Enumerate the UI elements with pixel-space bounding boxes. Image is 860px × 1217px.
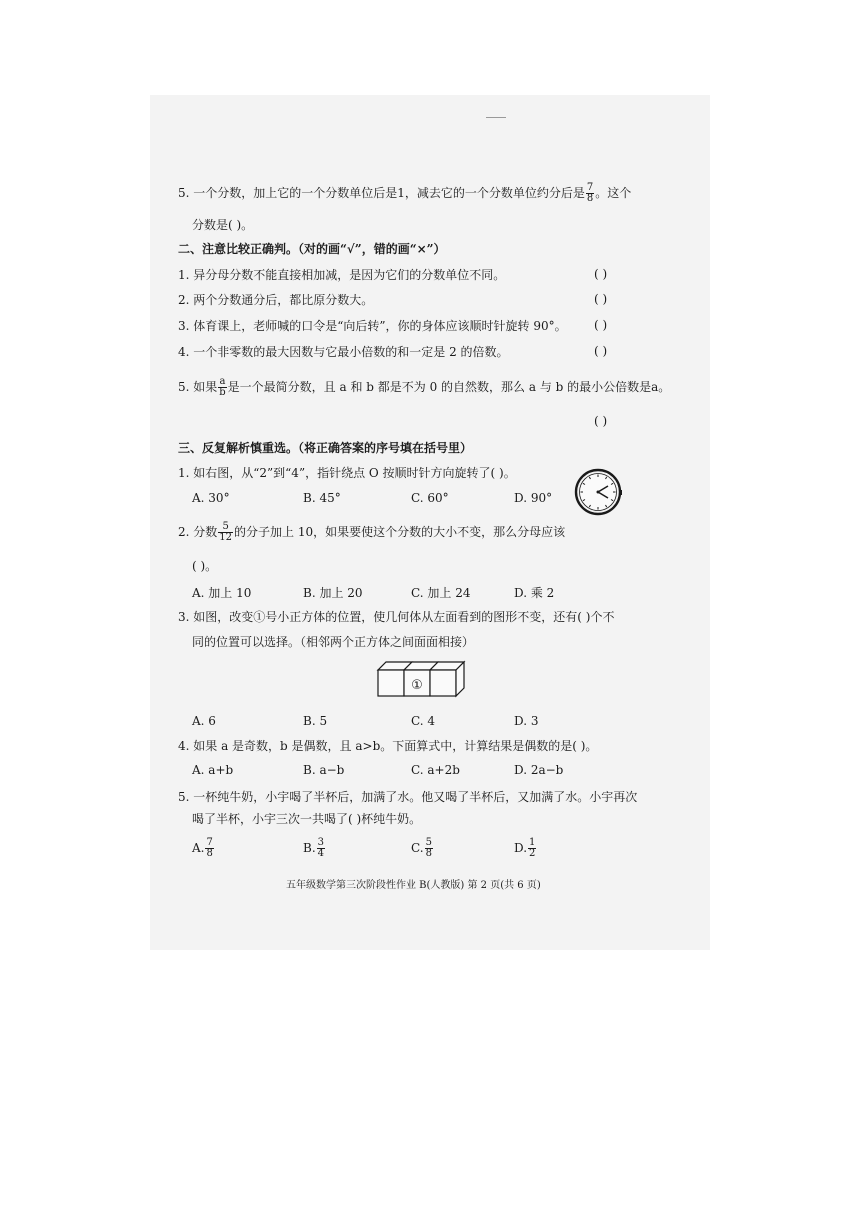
judge-item-4: 4. 一个非零数的最大因数与它最小倍数的和一定是 2 的倍数。 (178, 345, 509, 359)
answer-paren[interactable]: ( ) (594, 292, 608, 306)
judge-item-1: 1. 异分母分数不能直接相加减，是因为它们的分数单位不同。 (178, 268, 506, 282)
option-b[interactable]: B. $\frac{3}{4}$ (303, 837, 325, 859)
judge-item-2: 2. 两个分数通分后，都比原分数大。 (178, 293, 374, 307)
option-c[interactable]: C. 4 (411, 714, 436, 728)
clock-icon (574, 463, 626, 521)
choice-q4: 4. 如果 a 是奇数，b 是偶数，且 a>b。下面算式中，计算结果是偶数的是( )。 (178, 739, 598, 753)
option-b[interactable]: B. 5 (303, 714, 328, 728)
section3-heading: 三、反复解析慎重选。（将正确答案的序号填在括号里） (178, 441, 473, 455)
choice-q1: 1. 如右图，从“2”到“4”，指针绕点 O 按顺时针方向旋转了( )。 (178, 466, 516, 480)
fraction: $\frac{7}{8}$ (206, 837, 213, 859)
option-b[interactable]: B. a−b (303, 763, 345, 777)
fraction: $\frac{5}{12}$ (219, 521, 232, 543)
option-a[interactable]: A. 6 (192, 714, 216, 728)
option-d[interactable]: D. 乘 2 (514, 586, 555, 600)
cube-diagram (374, 658, 474, 700)
option-b[interactable]: B. 45° (303, 491, 341, 505)
option-c[interactable]: C. $\frac{5}{8}$ (411, 837, 432, 859)
answer-paren[interactable]: ( ) (594, 318, 608, 332)
choice-q2: 2. 分数 $\frac{5}{12}$ 的分子加上 10，如果要使这个分数的大小不变，那么分母应该 (178, 521, 566, 543)
q5-fill-line2: 分数是( )。 (192, 218, 254, 232)
choice-q2-line2: ( )。 (192, 559, 218, 573)
choice-q3-line2: 同的位置可以选择。（相邻两个正方体之间面面相接） (192, 635, 475, 649)
fraction: $\frac{7}{8}$ (586, 182, 594, 204)
fraction: $\frac{3}{4}$ (317, 837, 325, 859)
answer-paren[interactable]: ( ) (594, 414, 608, 428)
option-a[interactable]: A. a+b (192, 763, 234, 777)
page-footer: 五年级数学第三次阶段性作业 B(人教版) 第 2 页(共 6 页) (286, 880, 541, 891)
choice-q5-line1: 5. 一杯纯牛奶，小宇喝了半杯后，加满了水。他又喝了半杯后，又加满了水。小宇再次 (178, 790, 638, 804)
judge-item-5: 5. 如果 $\frac{a}{b}$ 是一个最简分数，且 a 和 b 都是不为 0 的自然数，那么 a 与 b 的最小公倍数是a。 (178, 376, 671, 398)
option-c[interactable]: C. 60° (411, 491, 449, 505)
q5-fill-line1: 5. 一个分数，加上它的一个分数单位后是1，减去它的一个分数单位约分后是 $\frac{7}{8}$ 。这个 (178, 182, 632, 204)
option-b[interactable]: B. 加上 20 (303, 586, 363, 600)
scan-mark (486, 117, 506, 118)
answer-paren[interactable]: ( ) (594, 344, 608, 358)
fraction: $\frac{1}{2}$ (529, 837, 536, 859)
fraction: $\frac{a}{b}$ (219, 376, 226, 398)
option-d[interactable]: D. $\frac{1}{2}$ (514, 837, 536, 859)
option-a[interactable]: A. 30° (192, 491, 230, 505)
fraction: $\frac{5}{8}$ (425, 837, 432, 859)
option-a[interactable]: A. $\frac{7}{8}$ (192, 837, 213, 859)
answer-paren[interactable]: ( ) (594, 267, 608, 281)
cube-label: ① (411, 678, 423, 693)
option-d[interactable]: D. 3 (514, 714, 539, 728)
option-c[interactable]: C. a+2b (411, 763, 460, 777)
section2-heading: 二、注意比较正确判。（对的画“√”，错的画“×”） (178, 242, 446, 256)
option-a[interactable]: A. 加上 10 (192, 586, 252, 600)
judge-item-3: 3. 体育课上，老师喊的口令是“向后转”，你的身体应该顺时针旋转 90°。 (178, 319, 567, 333)
choice-q5-line2: 喝了半杯，小宇三次一共喝了( )杯纯牛奶。 (192, 812, 422, 826)
choice-q3-line1: 3. 如图，改变①号小正方体的位置，使几何体从左面看到的图形不变，还有( )个不 (178, 610, 615, 624)
option-d[interactable]: D. 90° (514, 491, 553, 505)
option-d[interactable]: D. 2a−b (514, 763, 564, 777)
option-c[interactable]: C. 加上 24 (411, 586, 471, 600)
